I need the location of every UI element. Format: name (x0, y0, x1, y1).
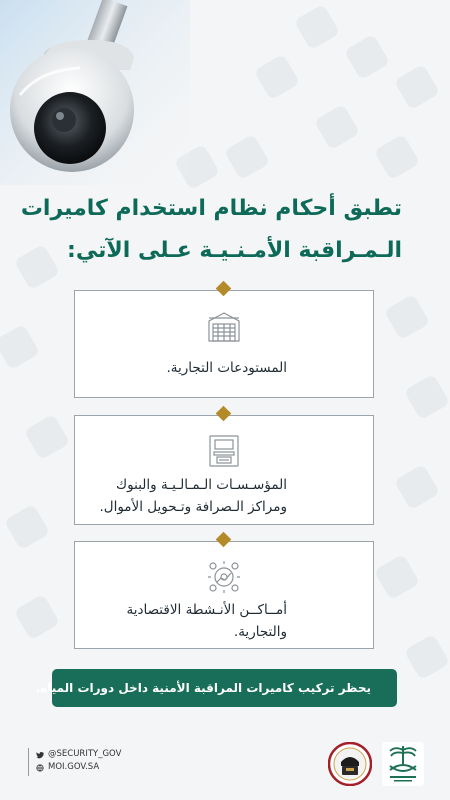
background-tile (314, 104, 360, 150)
bank-atm-icon (205, 432, 243, 470)
card-text-line: أمــاكــن الأنـشطة الاقتصادية (126, 602, 287, 618)
footer-divider (28, 748, 29, 776)
background-tile (394, 64, 440, 110)
headline (20, 188, 402, 272)
background-tile (394, 464, 440, 510)
restroom-prohibition-banner (35, 669, 397, 707)
website-text: MOI.GOV.SA (48, 762, 100, 772)
background-tile (404, 634, 450, 680)
background-tile (374, 554, 420, 600)
globe-icon (36, 764, 44, 772)
background-tile (24, 414, 70, 460)
card-economic-activities (74, 541, 374, 649)
ministry-of-interior-logo (380, 740, 426, 788)
twitter-icon (36, 751, 44, 759)
palm-swords-emblem-icon (380, 740, 426, 788)
twitter-handle-text: @SECURITY_GOV (48, 749, 122, 759)
background-tile (294, 4, 340, 50)
security-camera-illustration (0, 0, 190, 185)
twitter-handle[interactable] (28, 748, 121, 761)
card-text (87, 474, 287, 518)
card-commercial-warehouses (74, 290, 374, 398)
background-tile (404, 374, 450, 420)
card-text-line: المستودعات التجارية. (166, 360, 287, 376)
security-emblem-logo (328, 742, 372, 786)
card-text-line: المؤسـسـات الـمـالـيـة والبنوك (116, 477, 287, 493)
headline-line-2: الـمـراقبة الأمـنـيـة عـلى الآتي: (67, 238, 402, 263)
card-text (87, 357, 287, 379)
banner-text: يحظر تركيب كاميرات المراقبة الأمنية داخل دورات المياه. (35, 681, 371, 695)
headline-line-1: تطبق أحكام نظام استخدام كاميرات (20, 196, 402, 221)
background-tile (0, 324, 40, 370)
background-tile (14, 594, 60, 640)
background-tile (254, 54, 300, 100)
card-text-line: والتجارية. (233, 624, 287, 640)
warehouse-icon (205, 307, 243, 345)
security-emblem-icon (328, 742, 372, 786)
footer-contact (28, 748, 121, 774)
security-camera-icon (0, 0, 190, 185)
card-text (87, 599, 287, 643)
website-link[interactable] (28, 761, 121, 774)
background-tile (384, 294, 430, 340)
background-tile (374, 134, 420, 180)
background-tile (344, 34, 390, 80)
background-tile (4, 504, 50, 550)
background-tile (224, 134, 270, 180)
card-financial-institutions (74, 415, 374, 525)
card-text-line: ومراكز الـصرافة وتـحويل الأموال. (99, 499, 287, 515)
economic-activity-icon (205, 558, 243, 596)
